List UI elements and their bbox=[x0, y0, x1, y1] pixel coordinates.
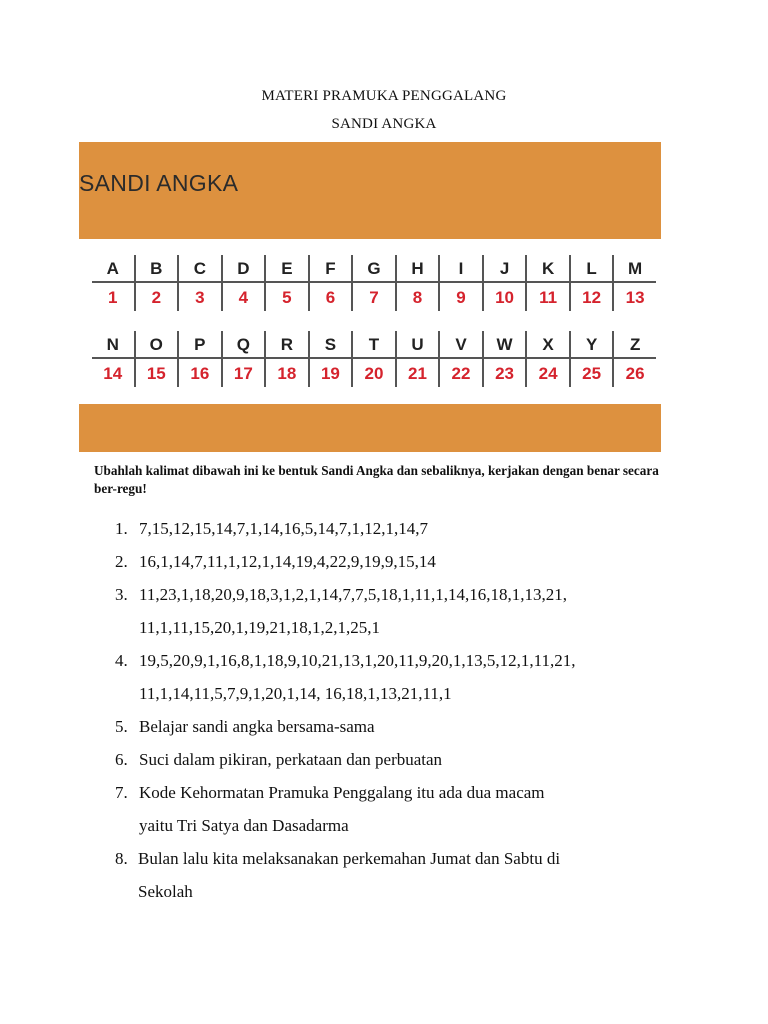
cipher-cell bbox=[134, 255, 178, 311]
exercise-item bbox=[104, 512, 704, 545]
exercise-text: 19,5,20,9,1,16,8,1,18,9,10,21,13,1,20,11,9,20,1,13,5,12,1,11,21, bbox=[139, 651, 576, 670]
cipher-letter: R bbox=[266, 331, 308, 359]
cipher-cell bbox=[308, 255, 352, 311]
cipher-cell bbox=[395, 331, 439, 387]
cipher-number: 22 bbox=[451, 364, 471, 383]
exercise-item bbox=[104, 743, 704, 776]
cipher-number: 5 bbox=[282, 288, 292, 307]
cipher-cell bbox=[525, 255, 569, 311]
exercise-number: 5. bbox=[115, 717, 128, 736]
exercise-item bbox=[104, 545, 704, 578]
cipher-letter: Q bbox=[223, 331, 265, 359]
exercise-number: 3. bbox=[115, 585, 128, 604]
cipher-number: 23 bbox=[495, 364, 514, 383]
exercise-text-continued: Sekolah bbox=[138, 882, 193, 901]
cipher-number: 3 bbox=[195, 288, 205, 307]
cipher-letter: T bbox=[353, 331, 395, 359]
cipher-number: 8 bbox=[412, 288, 423, 307]
cipher-letter: Z bbox=[614, 331, 656, 359]
cipher-cell bbox=[569, 255, 613, 311]
cipher-number: 15 bbox=[146, 364, 166, 383]
cipher-cell bbox=[221, 255, 265, 311]
exercise-text-continued: 11,1,14,11,5,7,9,1,20,1,14, 16,18,1,13,21,11,1 bbox=[139, 684, 452, 703]
cipher-cell bbox=[264, 255, 308, 311]
cipher-number: 17 bbox=[233, 364, 253, 383]
cipher-letter: B bbox=[136, 255, 178, 283]
exercise-item bbox=[104, 644, 704, 710]
cipher-number: 13 bbox=[625, 288, 645, 307]
cipher-cell bbox=[221, 331, 265, 387]
exercise-number: 4. bbox=[115, 651, 128, 670]
sandi-angka-banner bbox=[79, 142, 661, 452]
cipher-cell bbox=[438, 255, 482, 311]
cipher-letter: C bbox=[179, 255, 221, 283]
cipher-letter: L bbox=[571, 255, 613, 283]
cipher-cell bbox=[92, 331, 134, 387]
exercise-text: 7,15,12,15,14,7,1,14,16,5,14,7,1,12,1,14,7 bbox=[139, 519, 428, 538]
cipher-number: 12 bbox=[582, 288, 602, 307]
cipher-number: 10 bbox=[495, 288, 514, 307]
cipher-letter: V bbox=[440, 331, 482, 359]
cipher-number: 21 bbox=[408, 364, 427, 383]
cipher-number: 26 bbox=[625, 364, 645, 383]
exercise-number: 8. bbox=[115, 849, 128, 868]
cipher-letter: E bbox=[266, 255, 308, 283]
cipher-letter: O bbox=[136, 331, 178, 359]
cipher-cell bbox=[525, 331, 569, 387]
exercise-number: 7. bbox=[115, 783, 128, 802]
cipher-letter: M bbox=[614, 255, 656, 283]
cipher-cell bbox=[351, 255, 395, 311]
exercise-number: 6. bbox=[115, 750, 128, 769]
exercise-item bbox=[104, 776, 704, 842]
cipher-cell bbox=[177, 255, 221, 311]
cipher-cell bbox=[308, 331, 352, 387]
cipher-letter: N bbox=[92, 331, 134, 359]
exercise-text: Bulan lalu kita melaksanakan perkemahan Jumat dan Sabtu di bbox=[138, 849, 561, 868]
cipher-row-a-m bbox=[92, 255, 656, 311]
page-subtitle: SANDI ANGKA bbox=[331, 116, 437, 132]
cipher-table bbox=[79, 239, 661, 404]
exercise-item bbox=[104, 578, 704, 644]
exercise-text-continued: yaitu Tri Satya dan Dasadarma bbox=[139, 816, 349, 835]
cipher-cell bbox=[612, 331, 656, 387]
cipher-cell bbox=[569, 331, 613, 387]
cipher-letter: P bbox=[179, 331, 221, 359]
cipher-letter: J bbox=[484, 255, 526, 283]
cipher-number: 9 bbox=[456, 288, 466, 307]
cipher-number: 24 bbox=[538, 364, 558, 383]
cipher-number: 18 bbox=[277, 364, 297, 383]
exercise-text-continued: 11,1,11,15,20,1,19,21,18,1,2,1,25,1 bbox=[139, 618, 380, 637]
exercise-text: 16,1,14,7,11,1,12,1,14,19,4,22,9,19,9,15,14 bbox=[139, 552, 436, 571]
banner-title: SANDI ANGKA bbox=[79, 170, 239, 196]
cipher-number: 20 bbox=[364, 364, 384, 383]
exercise-item bbox=[104, 710, 704, 743]
cipher-number: 19 bbox=[320, 364, 340, 383]
exercise-item bbox=[104, 842, 704, 908]
exercise-number: 2. bbox=[115, 552, 128, 571]
cipher-letter: F bbox=[310, 255, 352, 283]
cipher-cell bbox=[612, 255, 656, 311]
cipher-cell bbox=[351, 331, 395, 387]
cipher-letter: A bbox=[92, 255, 134, 283]
cipher-cell bbox=[482, 331, 526, 387]
cipher-letter: I bbox=[440, 255, 482, 283]
cipher-cell bbox=[482, 255, 526, 311]
cipher-letter: U bbox=[397, 331, 439, 359]
cipher-number: 1 bbox=[108, 288, 118, 307]
cipher-number: 16 bbox=[190, 364, 210, 383]
cipher-letter: G bbox=[353, 255, 395, 283]
exercise-text: 11,23,1,18,20,9,18,3,1,2,1,14,7,7,5,18,1,11,1,14,16,18,1,13,21, bbox=[139, 585, 567, 604]
cipher-letter: H bbox=[397, 255, 439, 283]
cipher-cell bbox=[134, 331, 178, 387]
cipher-cell bbox=[177, 331, 221, 387]
cipher-letter: Y bbox=[571, 331, 613, 359]
cipher-letter: D bbox=[223, 255, 265, 283]
cipher-number: 2 bbox=[151, 288, 162, 307]
cipher-letter: S bbox=[310, 331, 352, 359]
cipher-cell bbox=[264, 331, 308, 387]
cipher-cell bbox=[395, 255, 439, 311]
cipher-letter: K bbox=[527, 255, 569, 283]
cipher-number: 7 bbox=[369, 288, 379, 307]
page-title: MATERI PRAMUKA PENGGALANG bbox=[261, 88, 507, 104]
cipher-letter: X bbox=[527, 331, 569, 359]
exercise-list bbox=[104, 512, 704, 908]
cipher-row-n-z bbox=[92, 331, 656, 387]
cipher-number: 6 bbox=[325, 288, 336, 307]
cipher-letter: W bbox=[484, 331, 526, 359]
exercise-text: Belajar sandi angka bersama-sama bbox=[139, 717, 375, 736]
instruction-text: Ubahlah kalimat dibawah ini ke bentuk Sandi Angka dan sebaliknya, kerjakan dengan benar secara ber-regu! bbox=[94, 463, 659, 496]
cipher-cell bbox=[92, 255, 134, 311]
cipher-number: 25 bbox=[582, 364, 602, 383]
cipher-number: 14 bbox=[103, 364, 123, 383]
cipher-number: 11 bbox=[539, 288, 558, 307]
exercise-text: Kode Kehormatan Pramuka Penggalang itu ada dua macam bbox=[139, 783, 545, 802]
cipher-number: 4 bbox=[238, 288, 249, 307]
exercise-text: Suci dalam pikiran, perkataan dan perbuatan bbox=[139, 750, 443, 769]
cipher-cell bbox=[438, 331, 482, 387]
exercise-number: 1. bbox=[115, 519, 128, 538]
